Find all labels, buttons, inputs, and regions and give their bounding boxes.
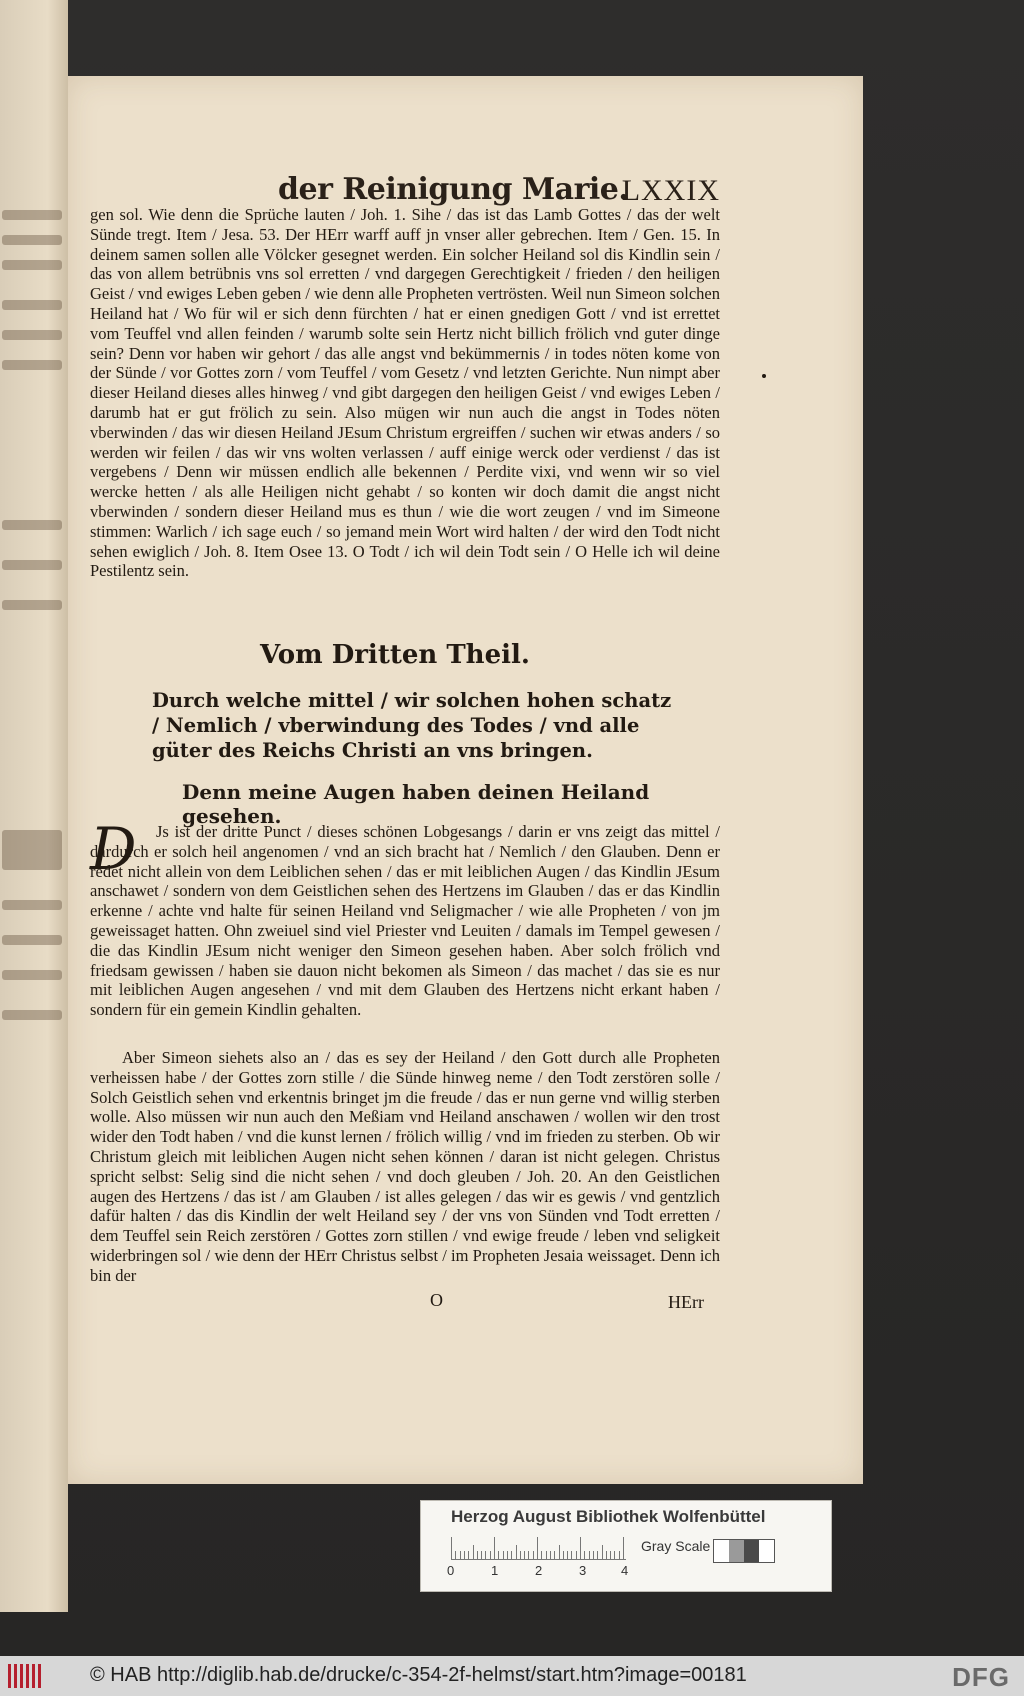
scale-tick bbox=[516, 1545, 517, 1559]
paragraph-2: Js ist der dritte Punct / dieses schönen Lobgesangs / darin er vns zeigt das mittel / dardurch er solch heil angenomen / vnd an sich bracht hat / Nemlich / den Glauben. Denn er redet nicht allein von dem Leiblichen sehen / das er mit leiblichen Augen / das Kindlin JEsum anschawet / sondern von dem Geistlichen sehen des Hertzens im Glauben / das er das Kindlin erkenne / achte vnd halte für seinen Heiland vnd Seligmacher / wie alle Propheten / von jm geweissaget hatten. Ohn zweiuel sind viel Priester vnd Leuiten / damals im Tempel gewesen / die das Kindlin JEsum nicht weniger den Simeon gesehen haben. Aber solch frölich vnd friedsam gewissen / haben sie dauon nicht bekomen als Simeon / das machet / das sie es nur mit leiblichen Augen angesehen / vnd mit dem Glauben des Hertzens nicht erkant haben / sondern für ein gemein Kindlin gehalten. bbox=[90, 822, 720, 1020]
paragraph-1: gen sol. Wie denn die Sprüche lauten / Joh. 1. Sihe / das ist das Lamb Gottes / das der welt Sünde tregt. Item / Jesa. 53. Der HErr warff auff jn vnser aller gebrechen. Item / Gen. 15. In deinem samen sollen alle Völcker gesegnet werden. Ein solcher Heiland sol dis Kindlin sein / das von allem betrübnis vns sol erretten / vnd dargegen Gerechtigkeit / frieden / den heiligen Geist / vnd ewiges Leben geben / wie denn alle Propheten vertrösten. Weil nun Simeon solchen Heiland hat / Wo für wil er sich denn fürchten / hat er einen gnedigen Gott / vnd ist errettet vom Teuffel vnd allen feinden / warumb solte sein Hertz nicht billich frölich vnd guter dinge sein? Denn vor haben wir gehort / das alle angst vnd bekümmernis / in todes nöten kome von der Sünde / vor Gottes zorn / vom Teuffel / vom Gesetz / vnd letzten Gerichte. Nun nimpt aber dieser Heiland dieses alles hinweg / vnd gibt dargegen den heiligen Geist / vnd ewiges Leben / darumb hat er gut frölich zu sein. Also mügen wir nun auch die angst in Todes nöten vberwinden / das wir diesen Heiland JEsum Christum ergreiffen / suchen wir etwas anders / so werden wir feilen / das wir vns wolten verlassen / auff einige werck oder verdienst / das ist vergebens / Denn wir müssen endlich alle bekennen / Perdite vixi, vnd wenn wir so viel wercke hetten / als alle Heiligen nicht gehabt / so konten wir doch damit die angst nicht vberwinden / sondern dieser Heiland mus es thun / wie die wort zeugen / vnd im Simeone stimmen: Warlich / ich sage euch / so jemand mein Wort wird halten / der wird den Todt nicht sehen ewiglich / Joh. 8. Item Osee 13. O Todt / ich wil dein Todt sein / O Helle ich wil deine Pestilentz sein. bbox=[90, 205, 720, 581]
signature-mark: O bbox=[430, 1290, 443, 1310]
scale-ruler-card bbox=[420, 1500, 832, 1592]
scale-tick bbox=[623, 1537, 624, 1559]
scale-number: 4 bbox=[621, 1563, 629, 1578]
scale-tick bbox=[602, 1545, 603, 1559]
scale-tick bbox=[554, 1551, 555, 1559]
scale-tick bbox=[498, 1551, 499, 1559]
gray-swatch bbox=[729, 1540, 744, 1562]
scale-tick bbox=[473, 1545, 474, 1559]
scale-tick bbox=[576, 1551, 577, 1559]
scale-tick bbox=[559, 1545, 560, 1559]
previous-page-edge bbox=[0, 0, 68, 1612]
scale-tick bbox=[580, 1537, 581, 1559]
section-verse: Denn meine Augen haben deinen Heiland gesehen. bbox=[182, 780, 650, 828]
scale-tick bbox=[567, 1551, 568, 1559]
scale-tick bbox=[546, 1551, 547, 1559]
footer-url-text[interactable]: © HAB http://diglib.hab.de/drucke/c-354-2f-helmst/start.htm?image=00181 bbox=[90, 1664, 747, 1686]
scale-tick bbox=[550, 1551, 551, 1559]
scale-tick bbox=[481, 1551, 482, 1559]
scale-number: 1 bbox=[491, 1563, 499, 1578]
scale-tick bbox=[597, 1551, 598, 1559]
hab-logo-icon bbox=[8, 1664, 46, 1688]
scale-tick bbox=[468, 1551, 469, 1559]
scale-tick bbox=[563, 1551, 564, 1559]
scale-tick bbox=[610, 1551, 611, 1559]
scale-tick bbox=[464, 1551, 465, 1559]
scale-tick bbox=[584, 1551, 585, 1559]
folio-number: LXXIX bbox=[621, 174, 720, 207]
scale-tick bbox=[494, 1537, 495, 1559]
scale-tick bbox=[571, 1551, 572, 1559]
library-name: Herzog August Bibliothek Wolfenbüttel bbox=[451, 1507, 766, 1526]
section-subtitle: Durch welche mittel / wir solchen hohen schatz / Nemlich / vberwindung des Todes / vnd alle güter des Reichs Christi an vns bringen. bbox=[152, 689, 672, 762]
scale-tick bbox=[537, 1537, 538, 1559]
scale-tick bbox=[619, 1551, 620, 1559]
paragraph-3: Aber Simeon siehets also an / das es sey der Heiland / den Gott durch alle Propheten verheissen habe / der Gottes zorn stille / die Sünde hinweg neme / den Todt zerstören solle / Solch Geistlich sehen vnd erkentnis bringet jm die freude / das er nun gerne vnd willig sterben wolle. Also müssen wir nun auch den Meßiam vnd Heiland anschawen / wollen wir den trost wider den Todt haben / vnd die kunst lernen / frölich willig / vnd im frieden zu sterben. Ob wir Christum gleich mit leiblichen Augen nicht sehen können / daran ist nicht gelegen. Christus spricht selbst: Selig sind die nicht sehen / vnd doch gleuben / Joh. 20. An den Geistlichen augen des Hertzens / das ist / am Glauben / ist alles gelegen / das wir es gewis / vnd gentzlich dafür halten / das dis Kindlin der welt Heiland sey / der vns von Sünden vnd Todt erretten / dem Teuffel sein Reich zerstören / Gottes zorn stillen / vnd ewige freude / leben vnd seligkeit widerbringen sol / wie denn der HErr Christus selbst / im Propheten Jesaia weissaget. Denn ich bin der bbox=[90, 1048, 720, 1285]
gray-swatch bbox=[744, 1540, 759, 1562]
scale-tick bbox=[490, 1551, 491, 1559]
scale-tick bbox=[533, 1551, 534, 1559]
scale-tick bbox=[477, 1551, 478, 1559]
scale-number: 3 bbox=[579, 1563, 587, 1578]
scale-tick bbox=[524, 1551, 525, 1559]
scale-tick bbox=[485, 1551, 486, 1559]
scale-tick bbox=[503, 1551, 504, 1559]
gray-swatch bbox=[714, 1540, 729, 1562]
scale-tick bbox=[455, 1551, 456, 1559]
gray-scale-swatches bbox=[713, 1539, 775, 1563]
scale-number: 0 bbox=[447, 1563, 455, 1578]
catchword: HErr bbox=[668, 1292, 704, 1312]
ink-dot bbox=[762, 374, 766, 378]
dfg-logo: DFG bbox=[952, 1662, 1010, 1692]
scale-tick bbox=[593, 1551, 594, 1559]
gray-swatch bbox=[759, 1540, 774, 1562]
scale-number: 2 bbox=[535, 1563, 543, 1578]
scale-tick bbox=[451, 1537, 452, 1559]
scale-tick bbox=[614, 1551, 615, 1559]
scale-tick bbox=[520, 1551, 521, 1559]
scale-tick bbox=[606, 1551, 607, 1559]
scale-tick bbox=[528, 1551, 529, 1559]
scale-tick bbox=[511, 1551, 512, 1559]
section-title: Vom Dritten Theil. bbox=[260, 640, 530, 670]
gray-scale-label: Gray Scale bbox=[641, 1538, 711, 1554]
scale-tick bbox=[460, 1551, 461, 1559]
drop-cap: D bbox=[90, 815, 137, 883]
scale-tick bbox=[541, 1551, 542, 1559]
running-head: der Reinigung Marie. bbox=[278, 172, 629, 207]
scale-tick bbox=[507, 1551, 508, 1559]
centimeter-scale bbox=[451, 1537, 626, 1560]
footer-bar bbox=[0, 1656, 1024, 1696]
scale-tick bbox=[589, 1551, 590, 1559]
